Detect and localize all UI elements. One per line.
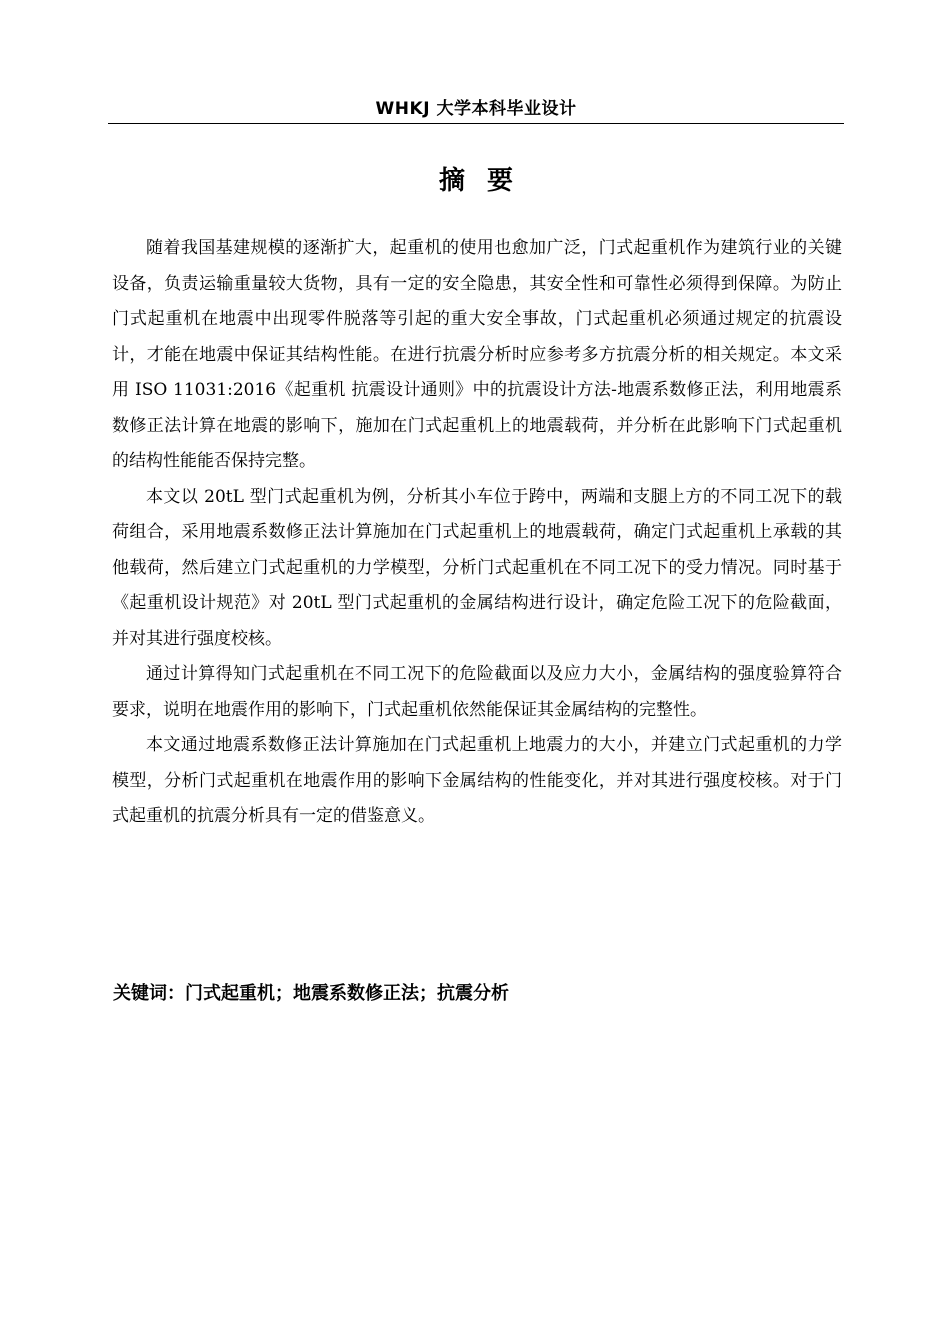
abstract-title: 摘要	[438, 166, 535, 196]
abstract-paragraph-4: 本文通过地震系数修正法计算施加在门式起重机上地震力的大小，并建立门式起重机的力学模型，分析门式起重机在地震作用的影响下金属结构的性能变化，并对其进行强度校核。对于门式起重机的抗震分析具有一定的借鉴意义。	[112, 735, 842, 826]
abstract-paragraph-1: 随着我国基建规模的逐渐扩大，起重机的使用也愈加广泛，门式起重机作为建筑行业的关键设备，负责运输重量较大货物，具有一定的安全隐患，其安全性和可靠性必须得到保障。为防止门式起重机在地震中出现零件脱落等引起的重大安全事故，门式起重机必须通过规定的抗震设计，才能在地震中保证其结构性能。在进行抗震分析时应参考多方抗震分析的相关规定。本文采用 ISO 11031:2016《起重机 抗震设计通则》中的抗震设计方法-地震系数修正法，利用地震系数修正法计算在地震的影响下，施加在门式起重机上的地震载荷，并分析在此影响下门式起重机的结构性能能否保持完整。	[112, 238, 842, 471]
keywords-line: 关键词：门式起重机；地震系数修正法；抗震分析	[113, 983, 509, 1004]
abstract-paragraph-3: 通过计算得知门式起重机在不同工况下的危险截面以及应力大小，金属结构的强度验算符合要求，说明在地震作用的影响下，门式起重机依然能保证其金属结构的完整性。	[112, 664, 842, 720]
header-divider	[108, 123, 844, 124]
running-header: WHKJ 大学本科毕业设计	[375, 99, 577, 119]
abstract-body	[112, 231, 842, 835]
abstract-paragraph-2: 本文以 20tL 型门式起重机为例，分析其小车位于跨中，两端和支腿上方的不同工况下的载荷组合，采用地震系数修正法计算施加在门式起重机上的地震载荷，确定门式起重机上承载的其他载荷，然后建立门式起重机的力学模型，分析门式起重机在不同工况下的受力情况。同时基于《起重机设计规范》对 20tL 型门式起重机的金属结构进行设计，确定危险工况下的危险截面，并对其进行强度校核。	[112, 486, 842, 649]
